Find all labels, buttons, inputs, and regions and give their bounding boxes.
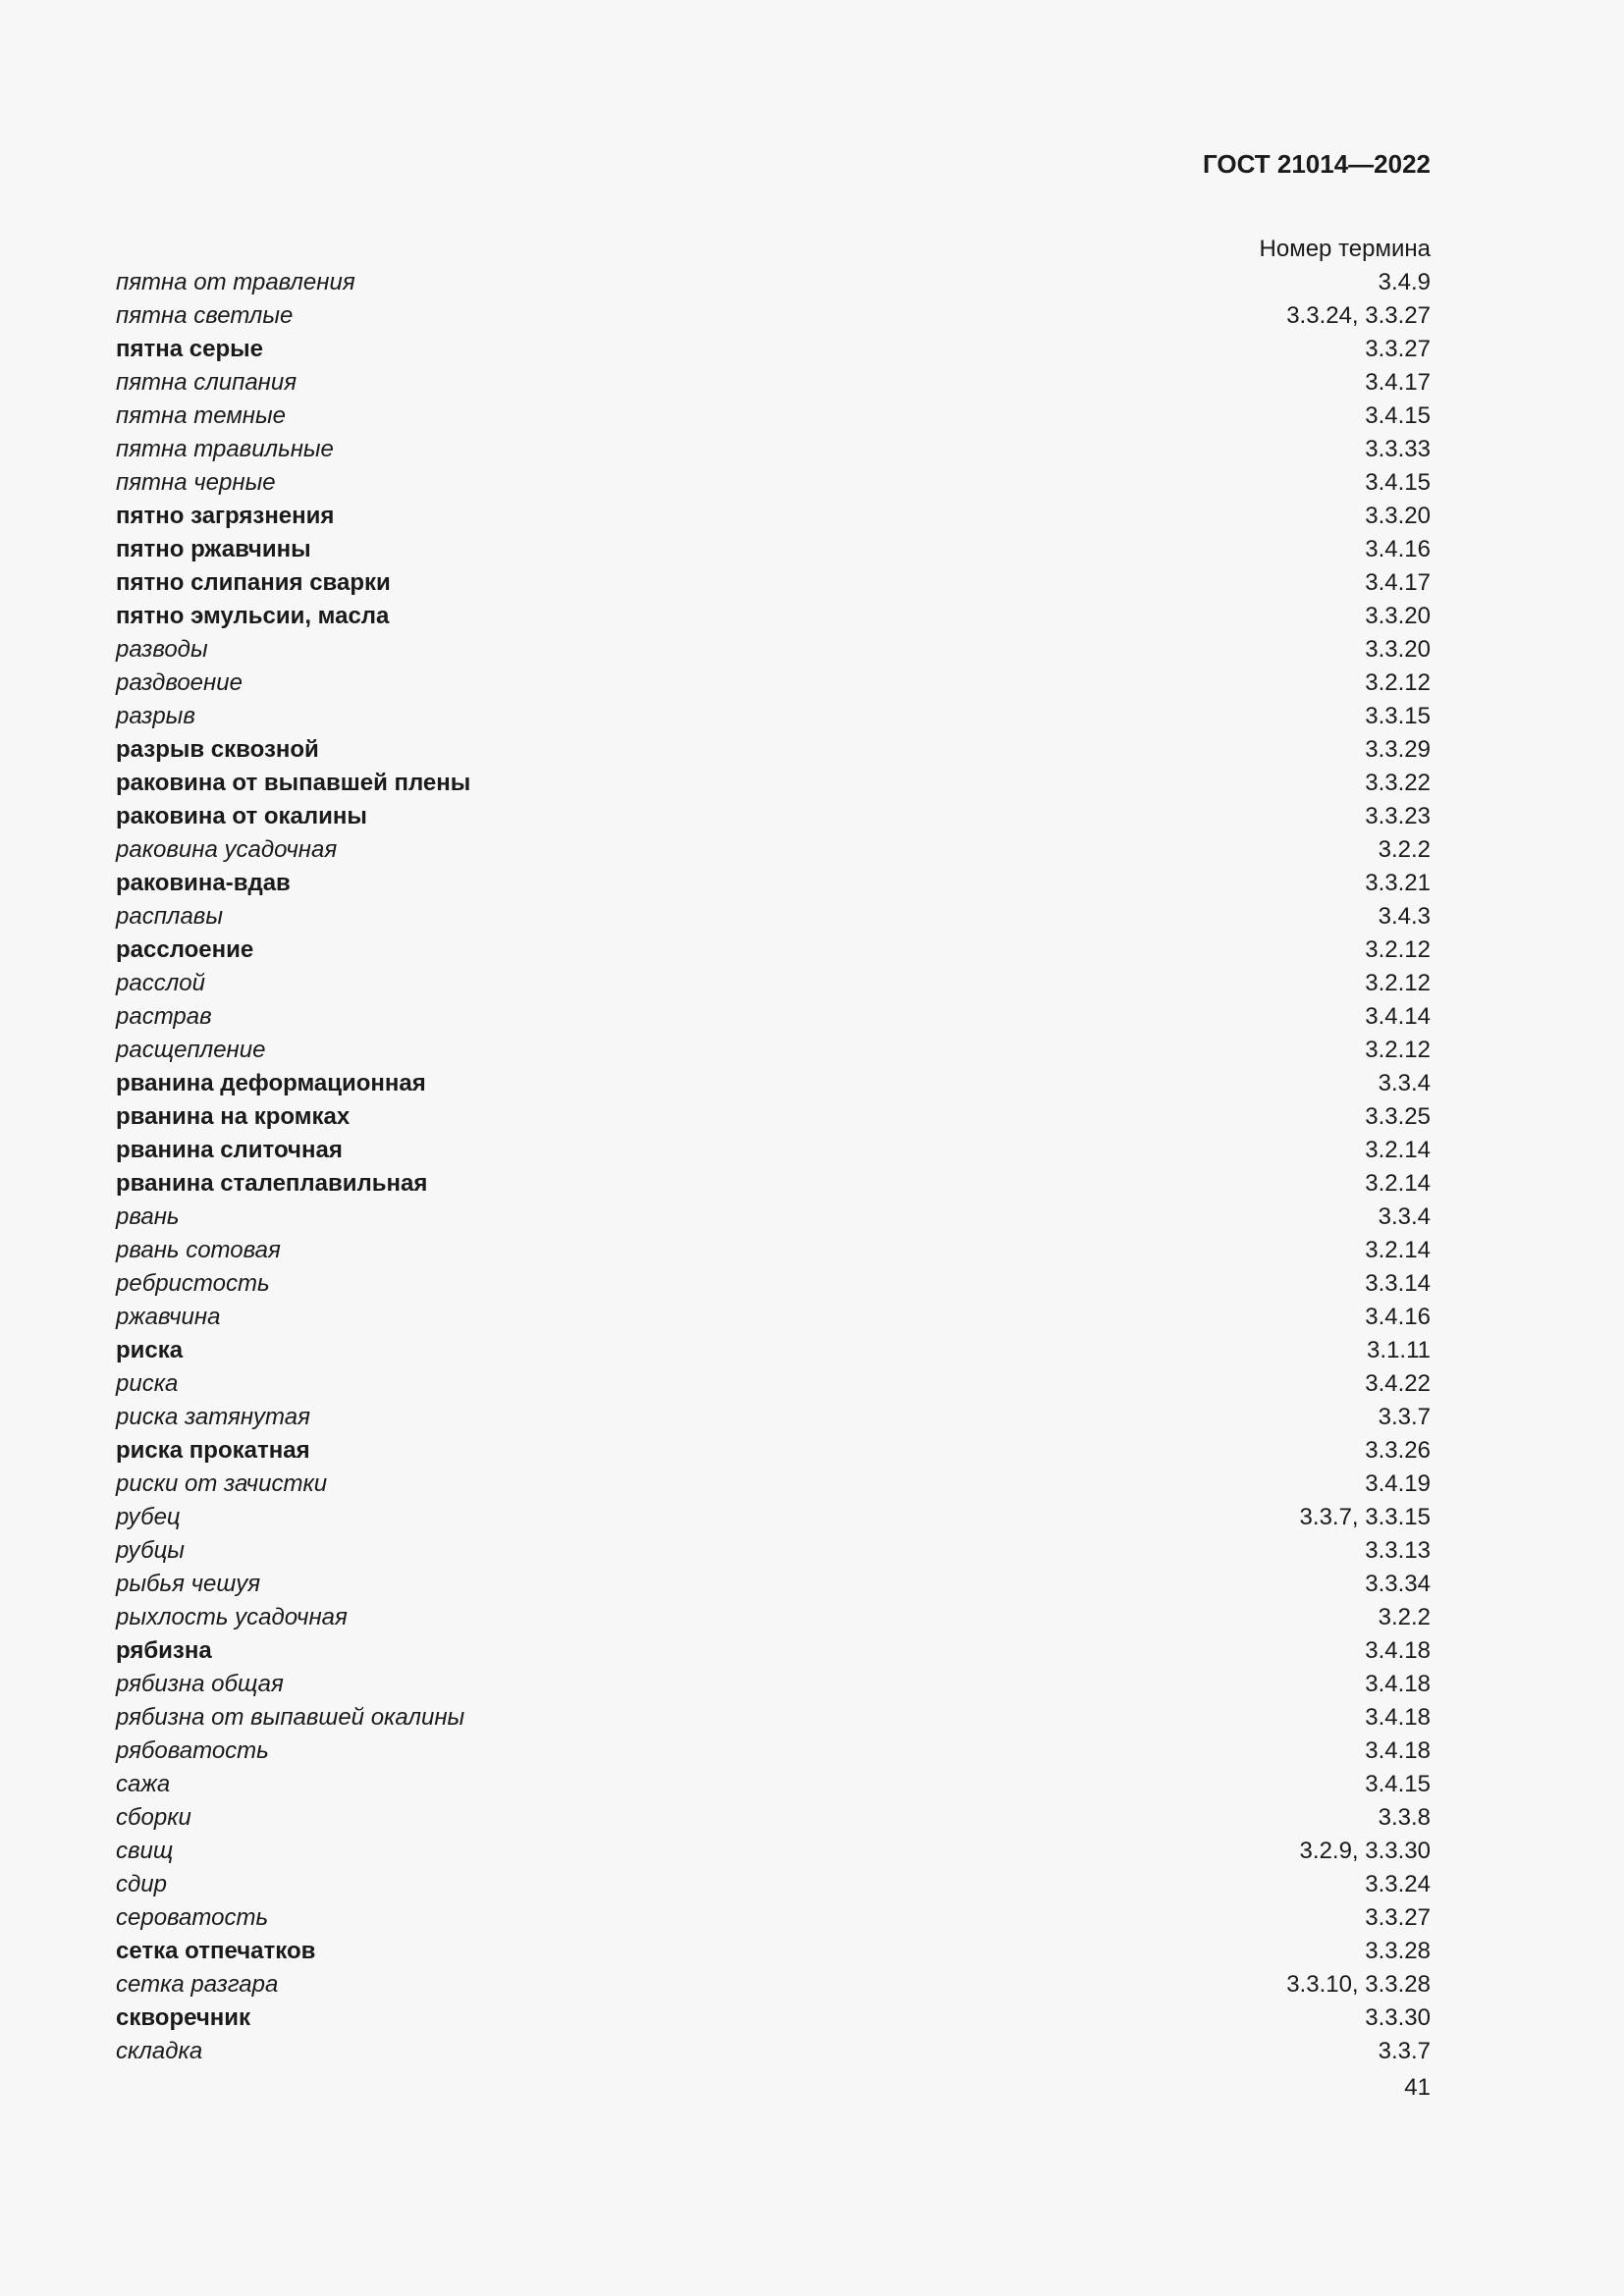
- term-text: пятна слипания: [116, 369, 298, 396]
- term-number: 3.3.29: [1365, 736, 1431, 763]
- term-number: 3.3.22: [1365, 770, 1431, 796]
- term-number: 3.3.21: [1365, 870, 1431, 896]
- term-row: [116, 266, 1431, 299]
- term-text: раздвоение: [116, 669, 243, 696]
- term-text: сетка отпечатков: [116, 1938, 316, 1964]
- term-number: 3.4.16: [1365, 536, 1431, 562]
- term-text: сдир: [116, 1871, 167, 1897]
- term-number: 3.2.12: [1365, 669, 1431, 696]
- term-text: сетка разгара: [116, 1971, 279, 1998]
- term-number: 3.2.12: [1365, 970, 1431, 996]
- term-row: [116, 867, 1431, 900]
- term-row: [116, 1367, 1431, 1401]
- term-number: 3.3.23: [1365, 803, 1431, 829]
- term-number: 3.3.20: [1365, 603, 1431, 629]
- term-row: [116, 1568, 1431, 1601]
- term-text: свищ: [116, 1838, 174, 1864]
- term-row: [116, 1434, 1431, 1468]
- term-text: раковина от выпавшей плены: [116, 770, 471, 796]
- term-number: 3.3.4: [1378, 1203, 1431, 1230]
- term-row: [116, 1901, 1431, 1935]
- term-text: пятно загрязнения: [116, 503, 335, 529]
- term-row: [116, 1301, 1431, 1334]
- term-row: [116, 633, 1431, 667]
- term-row: [116, 333, 1431, 366]
- term-row: [116, 566, 1431, 600]
- term-number: 3.2.9, 3.3.30: [1299, 1838, 1431, 1864]
- term-number: 3.4.15: [1365, 402, 1431, 429]
- term-number: 3.3.8: [1378, 1804, 1431, 1831]
- term-row: [116, 500, 1431, 533]
- term-number: 3.4.18: [1365, 1704, 1431, 1731]
- term-number: 3.4.18: [1365, 1637, 1431, 1664]
- term-number: 3.3.10, 3.3.28: [1286, 1971, 1431, 1998]
- term-number: 3.4.18: [1365, 1671, 1431, 1697]
- term-row: [116, 900, 1431, 934]
- term-text: разрыв: [116, 703, 195, 729]
- term-text: растрав: [116, 1003, 212, 1030]
- term-number: 3.3.15: [1365, 703, 1431, 729]
- term-row: [116, 767, 1431, 800]
- term-text: ржавчина: [116, 1304, 221, 1330]
- term-number: 3.4.16: [1365, 1304, 1431, 1330]
- term-number: 3.4.17: [1365, 569, 1431, 596]
- term-number: 3.4.3: [1378, 903, 1431, 930]
- term-number: 3.3.20: [1365, 503, 1431, 529]
- term-text: разрыв сквозной: [116, 736, 319, 763]
- term-text: пятна черные: [116, 469, 276, 496]
- term-number: 3.4.22: [1365, 1370, 1431, 1397]
- term-text: расплавы: [116, 903, 223, 930]
- term-row: [116, 1134, 1431, 1167]
- term-text: риска затянутая: [116, 1404, 310, 1430]
- term-number: 3.3.14: [1365, 1270, 1431, 1297]
- term-row: [116, 1835, 1431, 1868]
- term-row: [116, 1534, 1431, 1568]
- term-row: [116, 2002, 1431, 2035]
- term-row: [116, 733, 1431, 767]
- term-text: пятна от травления: [116, 269, 355, 295]
- term-text: рванина сталеплавильная: [116, 1170, 428, 1197]
- term-text: расслоение: [116, 936, 254, 963]
- term-number: 3.3.25: [1365, 1103, 1431, 1130]
- term-number: 3.4.15: [1365, 1771, 1431, 1797]
- term-text: скворечник: [116, 2004, 251, 2031]
- term-text: рубцы: [116, 1537, 185, 1564]
- term-text: раковина-вдав: [116, 870, 291, 896]
- term-row: [116, 800, 1431, 833]
- term-text: ребристость: [116, 1270, 270, 1297]
- term-number: 3.2.12: [1365, 1037, 1431, 1063]
- term-row: [116, 1501, 1431, 1534]
- term-text: рябоватость: [116, 1737, 269, 1764]
- term-number: 3.2.2: [1378, 836, 1431, 863]
- term-row: [116, 1468, 1431, 1501]
- term-row: [116, 1201, 1431, 1234]
- term-number: 3.4.19: [1365, 1470, 1431, 1497]
- term-row: [116, 833, 1431, 867]
- term-row: [116, 967, 1431, 1000]
- term-text: рвань: [116, 1203, 180, 1230]
- document-header: [0, 147, 1431, 181]
- term-text: риска: [116, 1337, 184, 1363]
- term-row: [116, 1968, 1431, 2002]
- term-number: 3.3.27: [1365, 1904, 1431, 1931]
- term-text: рябизна: [116, 1637, 212, 1664]
- term-row: [116, 1000, 1431, 1034]
- term-text: рванина слиточная: [116, 1137, 343, 1163]
- term-number: 3.4.18: [1365, 1737, 1431, 1764]
- term-text: складка: [116, 2038, 203, 2064]
- term-row: [116, 1735, 1431, 1768]
- term-row: [116, 1100, 1431, 1134]
- term-row: [116, 934, 1431, 967]
- term-text: пятна темные: [116, 402, 286, 429]
- term-row: [116, 466, 1431, 500]
- term-number: 3.4.15: [1365, 469, 1431, 496]
- term-row: [116, 1701, 1431, 1735]
- term-row: [116, 1768, 1431, 1801]
- term-text: рыбья чешуя: [116, 1571, 261, 1597]
- term-text: риска: [116, 1370, 179, 1397]
- term-text: пятна светлые: [116, 302, 294, 329]
- term-row: [116, 2035, 1431, 2068]
- standard-designation: ГОСТ 21014—2022: [1203, 149, 1431, 179]
- term-text: пятна травильные: [116, 436, 334, 462]
- term-text: раковина от окалины: [116, 803, 367, 829]
- term-row: [116, 1634, 1431, 1668]
- term-text: сборки: [116, 1804, 191, 1831]
- term-row: [116, 667, 1431, 700]
- term-number: 3.3.34: [1365, 1571, 1431, 1597]
- term-number: 3.4.17: [1365, 369, 1431, 396]
- term-text: риски от зачистки: [116, 1470, 328, 1497]
- term-text: расслой: [116, 970, 205, 996]
- term-row: [116, 299, 1431, 333]
- term-row: [116, 1601, 1431, 1634]
- term-text: сероватость: [116, 1904, 269, 1931]
- term-number: 3.2.14: [1365, 1137, 1431, 1163]
- term-text: пятно ржавчины: [116, 536, 311, 562]
- term-text: рыхлость усадочная: [116, 1604, 348, 1630]
- term-row: [116, 1167, 1431, 1201]
- term-row: [116, 1868, 1431, 1901]
- term-row: [116, 1234, 1431, 1267]
- term-number: 3.3.7: [1378, 2038, 1431, 2064]
- term-row: [116, 400, 1431, 433]
- term-text: риска прокатная: [116, 1437, 310, 1464]
- term-number: 3.3.4: [1378, 1070, 1431, 1096]
- term-text: рванина деформационная: [116, 1070, 426, 1096]
- term-text: разводы: [116, 636, 208, 663]
- term-index-list: [116, 266, 1431, 2068]
- term-text: пятна серые: [116, 336, 263, 362]
- page-number: 41: [1404, 2074, 1431, 2101]
- column-header-term-number: Номер термина: [1259, 236, 1431, 262]
- term-number: 3.3.7, 3.3.15: [1299, 1504, 1431, 1530]
- term-number: 3.3.26: [1365, 1437, 1431, 1464]
- term-number: 3.3.24, 3.3.27: [1286, 302, 1431, 329]
- term-text: рванина на кромках: [116, 1103, 351, 1130]
- term-number: 3.2.14: [1365, 1170, 1431, 1197]
- term-number: 3.4.14: [1365, 1003, 1431, 1030]
- term-number: 3.3.27: [1365, 336, 1431, 362]
- term-number: 3.3.30: [1365, 2004, 1431, 2031]
- term-row: [116, 1034, 1431, 1067]
- term-text: рубец: [116, 1504, 181, 1530]
- term-row: [116, 1067, 1431, 1100]
- term-number: 3.3.20: [1365, 636, 1431, 663]
- term-row: [116, 366, 1431, 400]
- term-number: 3.4.9: [1378, 269, 1431, 295]
- term-text: сажа: [116, 1771, 171, 1797]
- term-row: [116, 1334, 1431, 1367]
- term-text: расщепление: [116, 1037, 266, 1063]
- term-number: 3.3.13: [1365, 1537, 1431, 1564]
- term-row: [116, 600, 1431, 633]
- term-row: [116, 1267, 1431, 1301]
- term-number: 3.2.14: [1365, 1237, 1431, 1263]
- term-number: 3.3.28: [1365, 1938, 1431, 1964]
- term-number: 3.2.12: [1365, 936, 1431, 963]
- term-row: [116, 533, 1431, 566]
- term-text: пятно эмульсии, масла: [116, 603, 390, 629]
- term-text: рябизна от выпавшей окалины: [116, 1704, 465, 1731]
- term-text: рябизна общая: [116, 1671, 284, 1697]
- term-number: 3.3.33: [1365, 436, 1431, 462]
- term-text: раковина усадочная: [116, 836, 338, 863]
- term-row: [116, 1935, 1431, 1968]
- term-row: [116, 700, 1431, 733]
- term-number: 3.1.11: [1367, 1337, 1431, 1363]
- term-row: [116, 1801, 1431, 1835]
- term-number: 3.3.24: [1365, 1871, 1431, 1897]
- term-number: 3.2.2: [1378, 1604, 1431, 1630]
- term-text: пятно слипания сварки: [116, 569, 391, 596]
- term-row: [116, 433, 1431, 466]
- term-text: рвань сотовая: [116, 1237, 281, 1263]
- term-row: [116, 1668, 1431, 1701]
- term-number: 3.3.7: [1378, 1404, 1431, 1430]
- term-row: [116, 1401, 1431, 1434]
